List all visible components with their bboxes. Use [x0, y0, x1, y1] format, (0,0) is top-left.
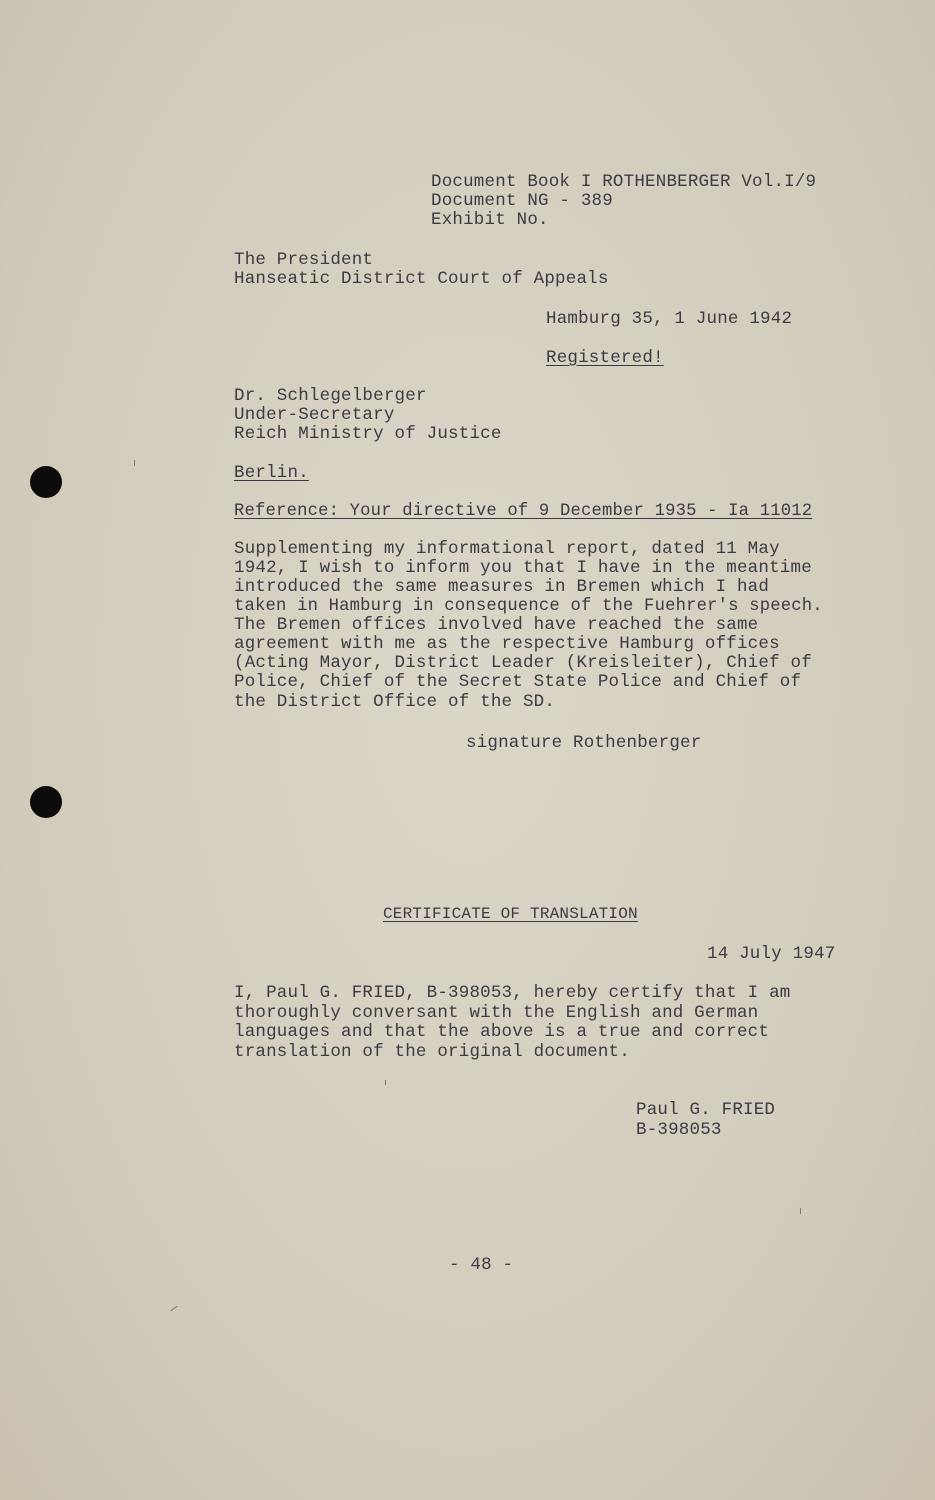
- recipient-title: Under-Secretary: [234, 405, 395, 425]
- sender-title: The President: [234, 250, 374, 270]
- registered-stamp: Registered!: [546, 348, 664, 368]
- body-line: Police, Chief of the Secret State Police and Chief of: [234, 672, 802, 692]
- reference-line: Reference: Your directive of 9 December 1935 - Ia 11012: [234, 502, 813, 521]
- paper-speck: [385, 1080, 386, 1085]
- signature-line: signature Rothenberger: [466, 733, 702, 753]
- certificate-line: translation of the original document.: [234, 1042, 630, 1062]
- body-line: (Acting Mayor, District Leader (Kreisleiter), Chief of: [234, 653, 812, 673]
- certificate-title: CERTIFICATE OF TRANSLATION: [383, 905, 638, 923]
- recipient-name: Dr. Schlegelberger: [234, 386, 427, 406]
- paper-speck: [800, 1208, 801, 1214]
- certificate-date: 14 July 1947: [707, 944, 836, 964]
- certificate-line: languages and that the above is a true and correct: [234, 1022, 770, 1042]
- place-date: Hamburg 35, 1 June 1942: [546, 309, 793, 329]
- page-number: - 48 -: [449, 1255, 514, 1275]
- body-line: the District Office of the SD.: [234, 692, 556, 712]
- document-number-line: Document NG - 389: [431, 191, 613, 211]
- body-line: taken in Hamburg in consequence of the Fuehrer's speech.: [234, 597, 823, 616]
- recipient-city: Berlin.: [234, 463, 309, 483]
- translator-id: B-398053: [636, 1120, 722, 1140]
- paper-speck: [134, 460, 135, 466]
- translator-name: Paul G. FRIED: [636, 1100, 776, 1120]
- punch-hole-top: [30, 466, 62, 498]
- body-line: 1942, I wish to inform you that I have in the meantime: [234, 558, 812, 578]
- certificate-line: I, Paul G. FRIED, B-398053, hereby certify that I am: [234, 983, 791, 1003]
- punch-hole-bottom: [30, 786, 62, 818]
- body-line: introduced the same measures in Bremen which I had: [234, 577, 770, 597]
- sender-court: Hanseatic District Court of Appeals: [234, 269, 609, 289]
- body-line: The Bremen offices involved have reached the same: [234, 615, 759, 635]
- certificate-line: thoroughly conversant with the English and German: [234, 1003, 759, 1023]
- document-book-line: Document Book I ROTHENBERGER Vol.I/9: [431, 172, 817, 192]
- paper-speck: [170, 1306, 177, 1311]
- exhibit-line: Exhibit No.: [431, 210, 549, 230]
- body-line: Supplementing my informational report, dated 11 May: [234, 539, 780, 559]
- recipient-ministry: Reich Ministry of Justice: [234, 424, 502, 444]
- body-line: agreement with me as the respective Hamburg offices: [234, 634, 780, 654]
